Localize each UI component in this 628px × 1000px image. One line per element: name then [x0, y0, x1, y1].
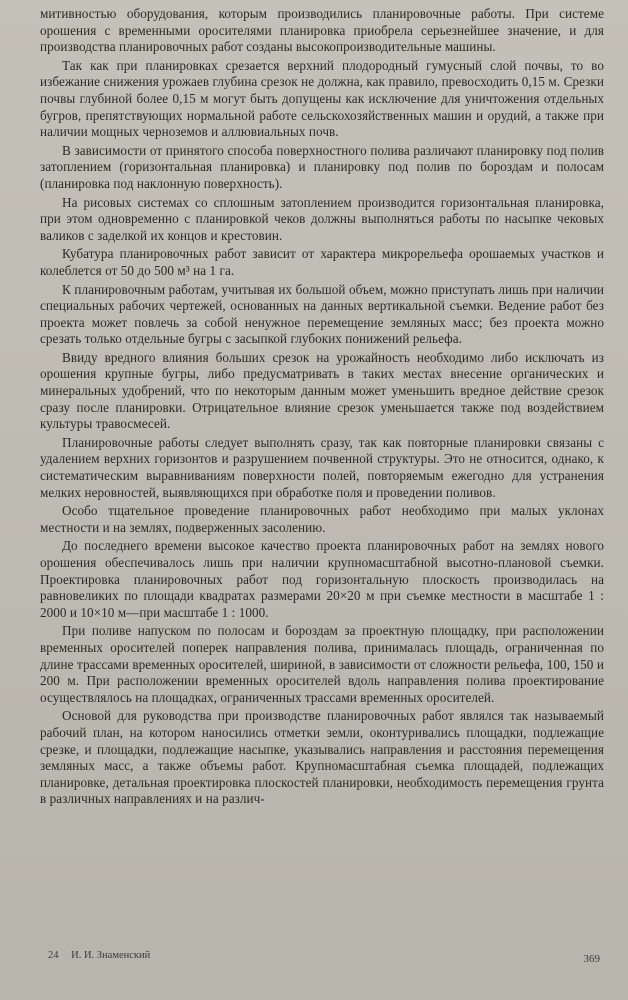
paragraph: Так как при планировках срезается верхний плодородный гумусный слой почвы, то во избежание снижения урожаев глубина срезок не должна, как правило, превосходить 0,15 м. Срезки почвы глубиной более 0,15 м могут быть допущены как исключение для уничтожения отдельных бугров, препятствующих нормальной работе сельскохозяйственных машин и орудий, а также при наличии мощных черноземов и аллювиальных почв.: [40, 57, 604, 140]
paragraph: Кубатура планировочных работ зависит от характера микрорельефа орошаемых участков и колеблется от 50 до 500 м³ на 1 га.: [40, 246, 604, 278]
paragraph: Основой для руководства при производстве планировочных работ являлся так называемый рабочий план, на котором наносились отметки земли, оконтуривались площадки, подлежащие срезке, и площадки, подлежащие насыпке, указывались направления и расстояния перемещения земляных масс, а также объемы работ. Крупномасштабная съемка площадей, подлежащих планировке, детальная проектировка плоскостей планировки, необходимость перемещения грунта в различных направлениях и на различ-: [40, 708, 604, 807]
page-number: 369: [583, 953, 600, 965]
paragraph: Ввиду вредного влияния больших срезок на урожайность необходимо либо исключать из орошения крупные бугры, либо предусматривать в таких местах внесение органических и минеральных удобрений, что по некоторым данным может уменьшить вредное действие срезок сразу после планировки. Отрицательное влияние срезок уменьшается также под воздействием культуры травосмесей.: [40, 349, 604, 432]
signature-author: И. И. Знаменский: [71, 950, 151, 961]
paragraph: Особо тщательное проведение планировочных работ необходимо при малых уклонах местности и на землях, подверженных засолению.: [40, 503, 604, 535]
paragraph: В зависимости от принятого способа поверхностного полива различают планировку под полив затоплением (горизонтальная планировка) и планировку под полив по бороздам и полосам (планировка под наклонную поверхность).: [40, 142, 604, 191]
printer-signature: [48, 950, 150, 961]
signature-number: 24: [48, 950, 59, 961]
paragraph: К планировочным работам, учитывая их большой объем, можно приступать лишь при наличии специальных рабочих чертежей, основанных на данных вертикальной съемки. Ведение работ без проекта может повлечь за собой ненужное перемещение земляных масс; без проекта можно срезать только отдельные бугры с засыпкой глубоких понижений рельефа.: [40, 281, 604, 347]
paragraph: Планировочные работы следует выполнять сразу, так как повторные планировки связаны с удалением верхних горизонтов и разрушением почвенной структуры. Это не относится, однако, к систематическим выравниваниям поверхности полей, повторяемым ежегодно для устранения мелких неровностей, выявляющихся при обработке поля и проведении поливов.: [40, 434, 604, 500]
paragraph: До последнего времени высокое качество проекта планировочных работ на землях нового орошения обеспечивалось лишь при наличии крупномасштабной высотно-плановой съемки. Проектировка планировочных работ под горизонтальную плоскость производилась на равновеликих по площади квадратах размерами 20×20 м при съемке местности в масштабе 1 : 2000 и 10×10 м—при масштабе 1 : 1000.: [40, 538, 604, 620]
body-text: [40, 6, 604, 808]
paragraph: При поливе напуском по полосам и бороздам за проектную площадку, при расположении временных оросителей поперек направления полива, принималась площадь, ограниченная по длине трассами временных оросителей, шириной, в зависимости от сложности рельефа, 100, 150 и 200 м. При расположении временных оросителей вдоль направления полива проектирование осуществлялось на площадках, ограниченных трассами временных оросителей.: [40, 623, 604, 705]
paragraph: На рисовых системах со сплошным затоплением производится горизонтальная планировка, при этом одновременно с планировкой чеков должны выполняться работы по насыпке чековых валиков с заделкой их концов и крестовин.: [40, 194, 604, 243]
paragraph: митивностью оборудования, которым производились планировочные работы. При системе орошения с временными оросителями планировка приобрела серьезнейшее значение, и для производства планировочных работ созданы высокопроизводительные машины.: [40, 6, 604, 55]
